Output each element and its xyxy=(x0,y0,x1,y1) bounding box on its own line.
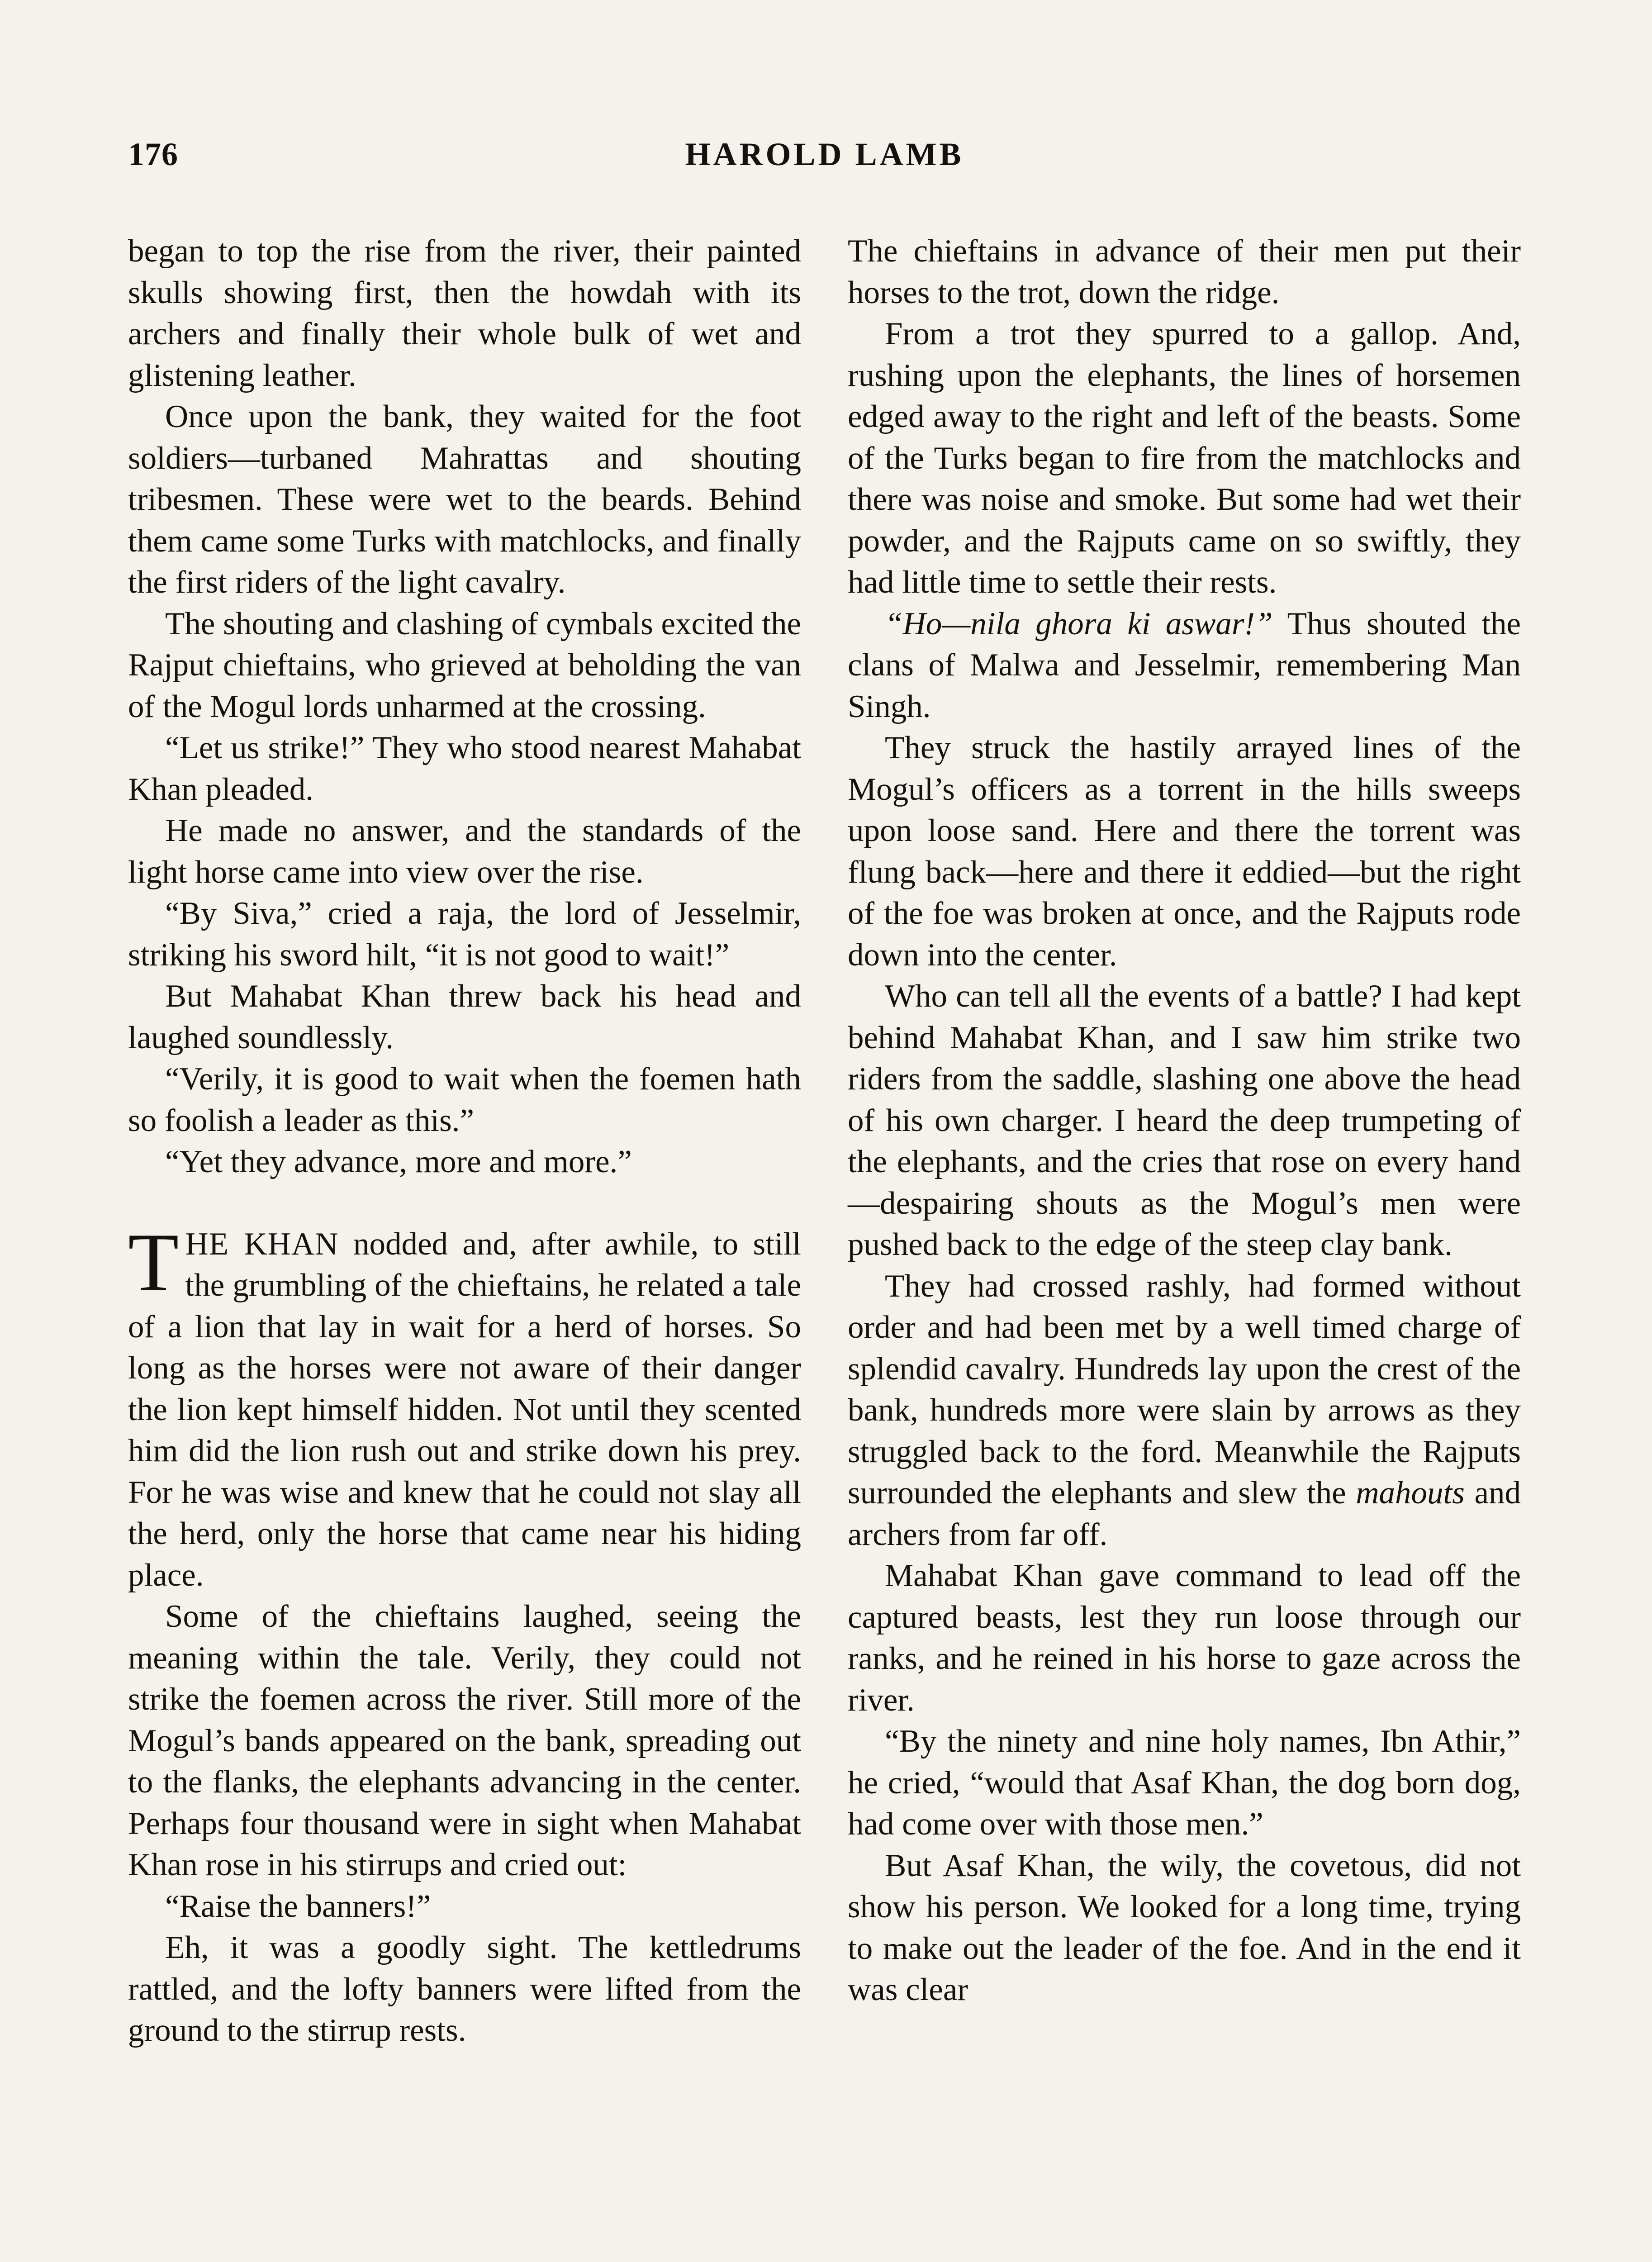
paragraph: Who can tell all the events of a battle? I had kept behind Mahabat Khan, and I saw him strike two riders from the saddle, slashing one above the head of his own charger. I heard the deep trumpeting of the elephants, and the cries that rose on every hand—despairing shouts as the Mogul’s men were pushed back to the edge of the steep clay bank. xyxy=(848,979,1521,1262)
paragraph: But Mahabat Khan threw back his head and laughed soundlessly. xyxy=(128,979,801,1055)
left-column xyxy=(128,231,801,2052)
paragraph: “Raise the banners!” xyxy=(165,1888,431,1924)
paragraph-text: They had crossed rashly, had formed without order and had been met by a well timed charge of splendid cavalry. Hundreds lay upon the crest of the bank, hundreds more were slain by arrows as they struggled back to the ford. Meanwhile the Rajputs surrounded the elephants and slew the xyxy=(848,1268,1521,1511)
small-caps-lead: HE KHAN xyxy=(185,1226,339,1262)
page-header xyxy=(128,136,1521,185)
paragraph: From a trot they spurred to a gallop. And, rushing upon the elephants, the lines of horsemen edged away to the right and left of the beasts. Some of the Turks began to fire from the matchlocks and there was noise and smoke. But some had wet their powder, and the Rajputs came on so swiftly, they had little time to settle their rests. xyxy=(848,316,1521,600)
paragraph: Some of the chieftains laughed, seeing the meaning within the tale. Verily, they could not strike the foemen across the river. Still more of the Mogul’s bands appeared on the bank, spreading out to the flanks, the elephants advancing in the center. Perhaps four thousand were in sight when Mahabat Khan rose in his stirrups and cried out: xyxy=(128,1599,801,1882)
paragraph-text: and archers from far off. xyxy=(848,1475,1521,1552)
paragraph: “By the ninety and nine holy names, Ibn Athir,” he cried, “would that Asaf Khan, the dog born dog, had come over with those men.” xyxy=(848,1724,1521,1842)
paragraph: “By Siva,” cried a raja, the lord of Jesselmir, striking his sword hilt, “it is not good to wait!” xyxy=(128,896,801,973)
drop-cap: T xyxy=(128,1216,179,1308)
right-column xyxy=(848,231,1521,2011)
paragraph: They struck the hastily arrayed lines of the Mogul’s officers as a torrent in the hills sweeps upon loose sand. Here and there the torrent was flung back—here and there it eddied—but the right of the foe was broken at once, and the Rajputs rode down into the center. xyxy=(848,730,1521,973)
paragraph: “Yet they advance, more and more.” xyxy=(165,1144,632,1179)
paragraph: The chieftains in advance of their men put their horses to the trot, down the ridge. xyxy=(848,233,1521,310)
paragraph: But Asaf Khan, the wily, the covetous, did not show his person. We looked for a long time, trying to make out the leader of the foe. And in the end it was clear xyxy=(848,1848,1521,2007)
italic-war-cry: “Ho—nila ghora ki aswar!” xyxy=(885,606,1273,642)
paragraph-text: Thus shouted the clans of Malwa and Jesselmir, remembering Man Singh. xyxy=(848,606,1521,724)
paragraph: He made no answer, and the standards of the light horse came into view over the rise. xyxy=(128,813,801,890)
paragraph-text: nodded and, after awhile, to still the grumbling of the chieftains, he related a tale of a lion that lay in wait for a herd of horses. So long as the horses were not aware of their danger the lion kept himself hidden. Not until they scented him did the lion rush out and strike down his prey. For he was wise and knew that he could not slay all the herd, only the horse that came near his hiding place. xyxy=(128,1226,801,1593)
paragraph: Mahabat Khan gave command to lead off the captured beasts, lest they run loose through our ranks, and he reined in his horse to gaze across the river. xyxy=(848,1558,1521,1718)
paragraph: The shouting and clashing of cymbals excited the Rajput chieftains, who grieved at beholding the van of the Mogul lords unharmed at the crossing. xyxy=(128,606,801,724)
paragraph: Eh, it was a goodly sight. The kettledrums rattled, and the lofty banners were lifted from the ground to the stirrup rests. xyxy=(128,1930,801,2048)
paragraph: “Let us strike!” They who stood nearest Mahabat Khan pleaded. xyxy=(128,730,801,807)
paragraph: began to top the rise from the river, their painted skulls showing first, then the howdah with its archers and finally their whole bulk of wet and glistening leather. xyxy=(128,233,801,393)
paragraph xyxy=(848,1266,1521,1556)
paragraph xyxy=(848,604,1521,728)
section-start-paragraph xyxy=(128,1216,801,1597)
paragraph: Once upon the bank, they waited for the foot soldiers—turbaned Mahrattas and shouting tribesmen. These were wet to the beards. Behind them came some Turks with matchlocks, and finally the first riders of the light cavalry. xyxy=(128,399,801,600)
paragraph: “Verily, it is good to wait when the foemen hath so foolish a leader as this.” xyxy=(128,1061,801,1138)
page-number: 176 xyxy=(128,136,178,172)
running-title: HAROLD LAMB xyxy=(685,136,964,172)
italic-word: mahouts xyxy=(1356,1475,1465,1511)
